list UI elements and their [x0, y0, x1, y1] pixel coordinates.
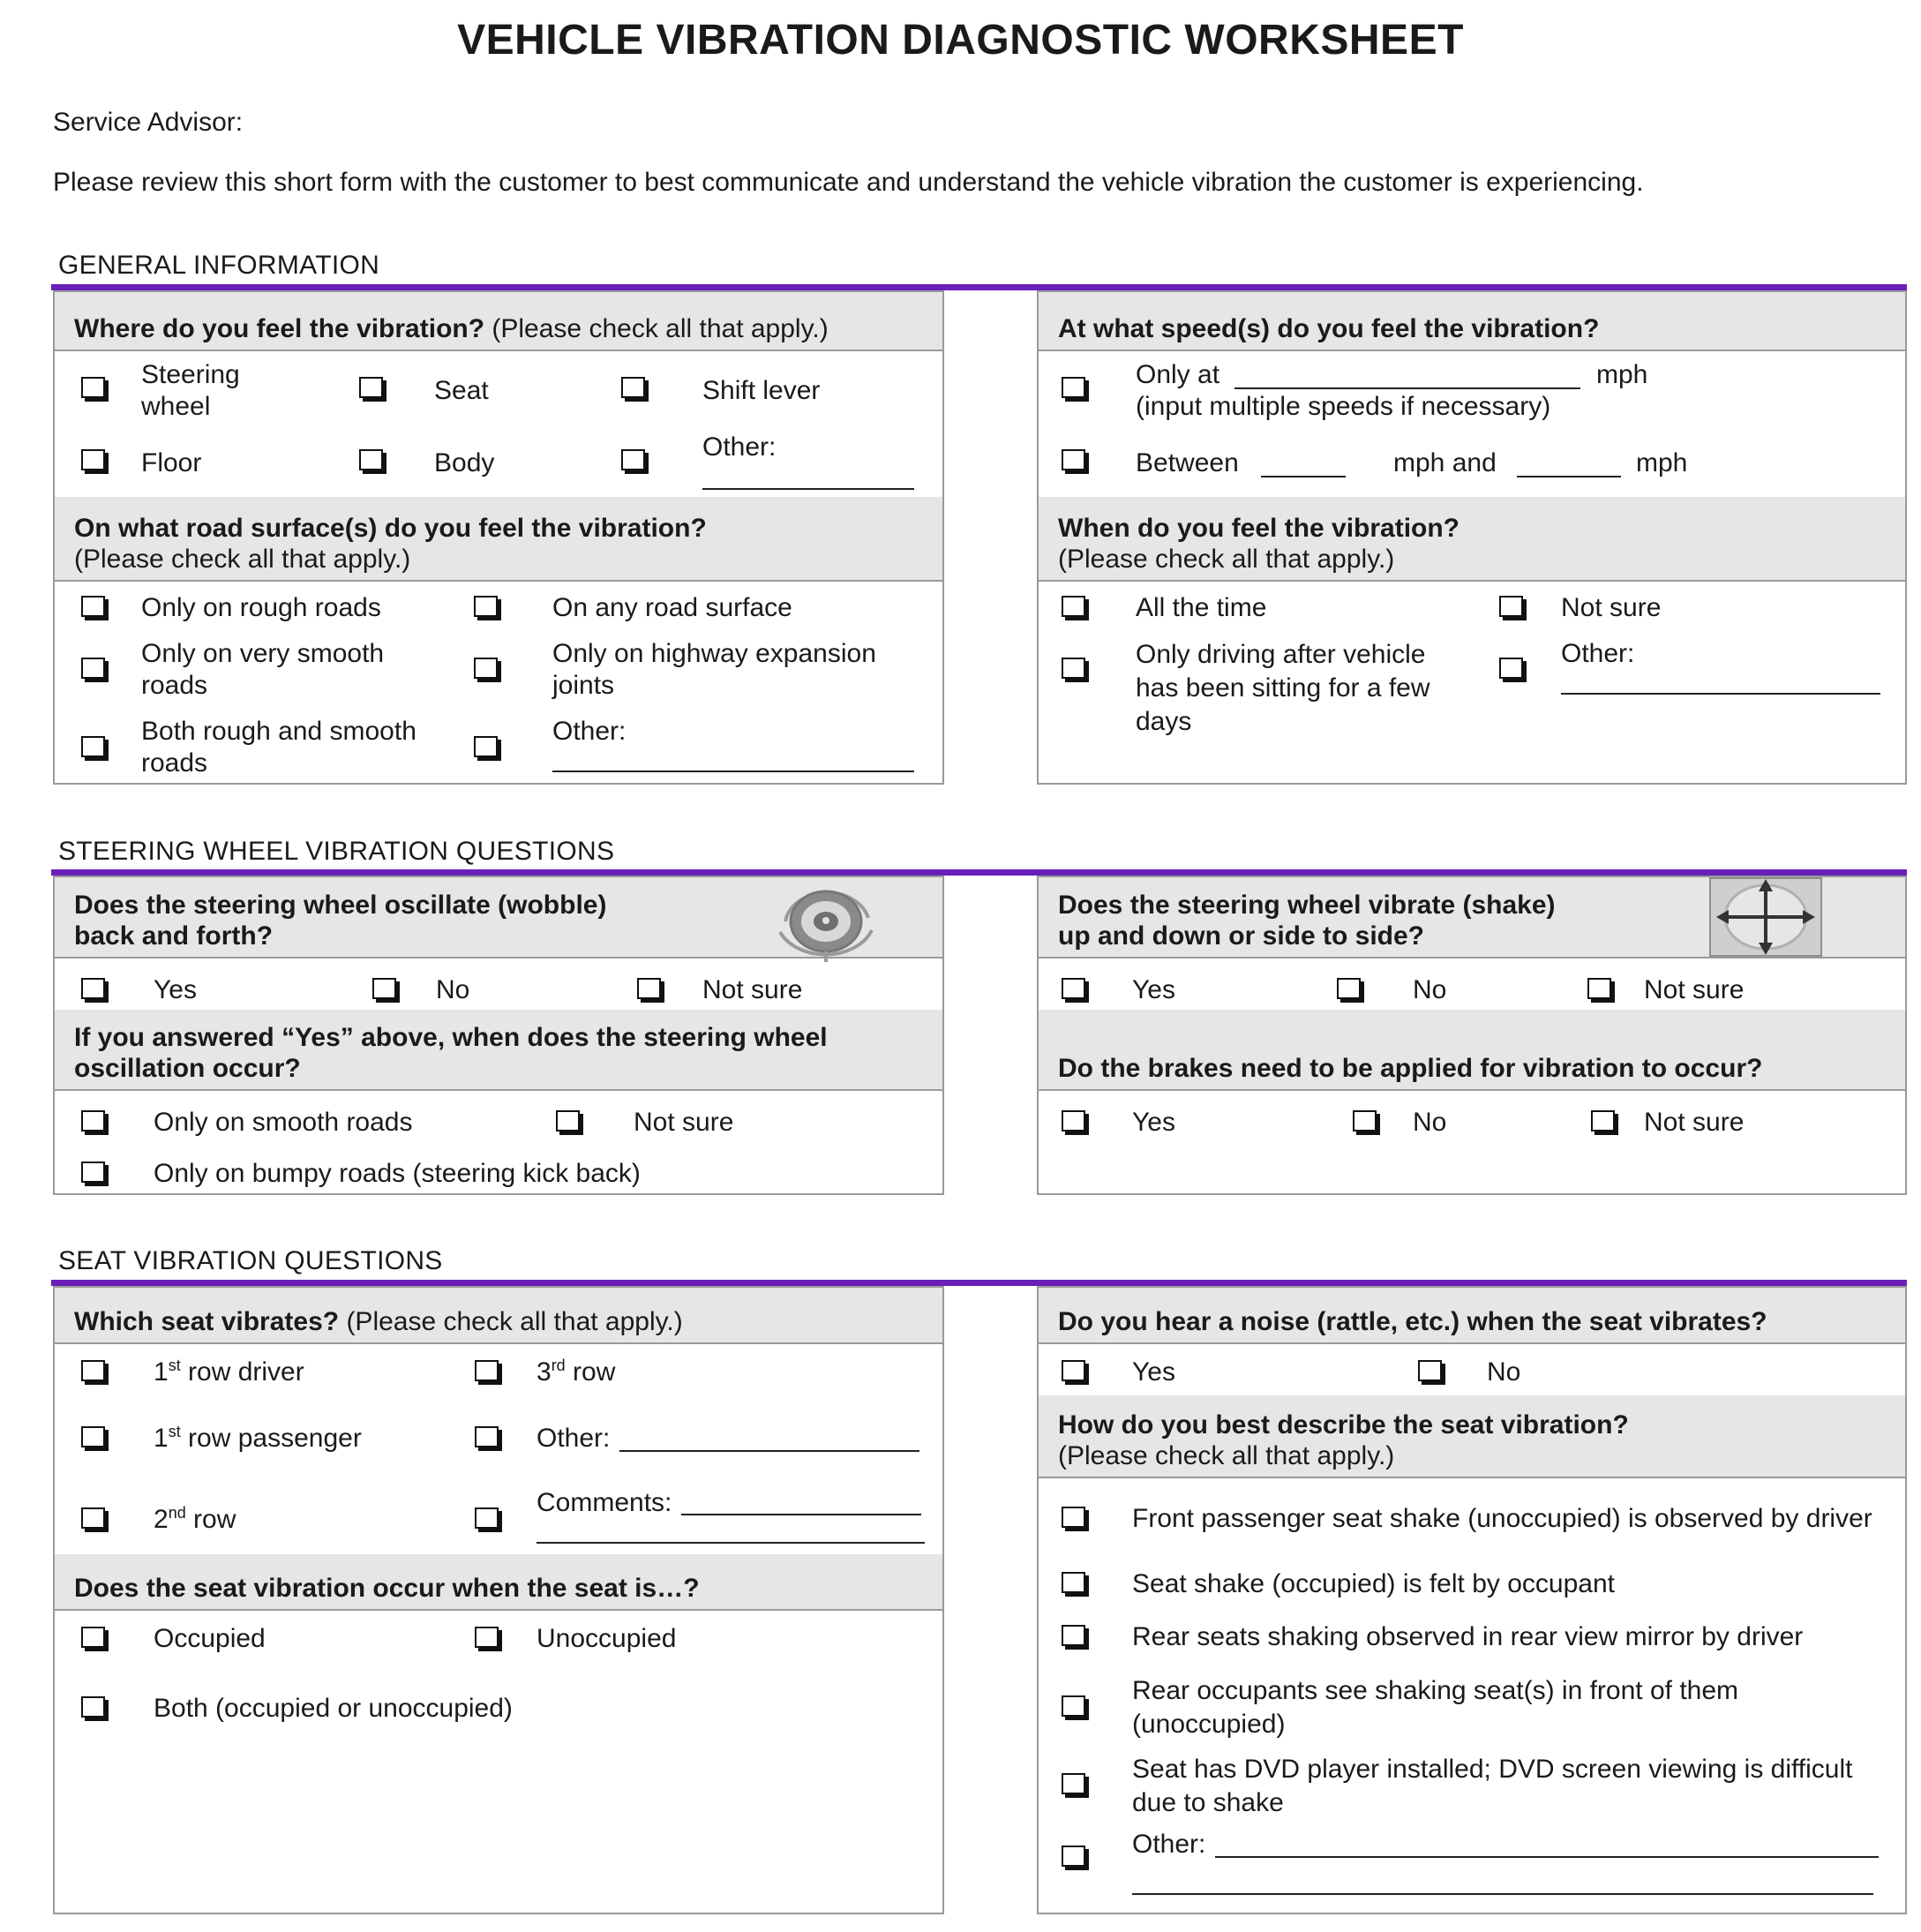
- noise-no-checkbox[interactable]: [1418, 1360, 1442, 1381]
- shake-question: Does the steering wheel vibrate (shake) up and down or side to side?: [1058, 891, 1556, 951]
- brakes-yes-checkbox[interactable]: [1062, 1110, 1085, 1131]
- surface-both-checkbox[interactable]: [81, 736, 105, 757]
- osc-not-sure-label: Not sure: [634, 1108, 734, 1137]
- seat-row1-passenger-label: 1st row passenger: [154, 1423, 362, 1453]
- brakes-not-sure-checkbox[interactable]: [1591, 1110, 1615, 1131]
- wobble-no-checkbox[interactable]: [372, 978, 396, 999]
- describe-rear-mirror-label: Rear seats shaking observed in rear view mirror by driver: [1132, 1622, 1804, 1651]
- where-seat-checkbox[interactable]: [359, 377, 383, 398]
- oscillation-question: If you answered “Yes” above, when does the steering wheel oscillation occur?: [74, 1023, 828, 1083]
- when-all-time-checkbox[interactable]: [1062, 596, 1085, 617]
- noise-yes-checkbox[interactable]: [1062, 1360, 1085, 1381]
- describe-rear-occupants-label: Rear occupants see shaking seat(s) in front of them (unoccupied): [1132, 1676, 1739, 1739]
- seat-row3-checkbox[interactable]: [475, 1360, 499, 1381]
- noise-question: Do you hear a noise (rattle, etc.) when the seat vibrates?: [1058, 1307, 1767, 1336]
- noise-question-band: [1039, 1288, 1905, 1344]
- seat-comments-line-2[interactable]: [537, 1542, 925, 1544]
- seat-comments-checkbox[interactable]: [475, 1507, 499, 1529]
- describe-dvd-label: Seat has DVD player installed; DVD screen viewing is difficult due to shake: [1132, 1755, 1853, 1817]
- where-body-checkbox[interactable]: [359, 449, 383, 470]
- describe-front-passenger-label: Front passenger seat shake (unoccupied) is observed by driver: [1132, 1504, 1872, 1533]
- speed-only-at-checkbox[interactable]: [1062, 377, 1085, 398]
- speed-multiple-note: (input multiple speeds if necessary): [1136, 392, 1551, 421]
- steering-wobble-panel: [53, 876, 944, 1195]
- speed-only-at-line[interactable]: [1234, 387, 1580, 389]
- brakes-question: Do the brakes need to be applied for vibration to occur?: [1058, 1054, 1763, 1083]
- describe-other-checkbox[interactable]: [1062, 1846, 1085, 1867]
- surface-question: On what road surface(s) do you feel the vibration? (Please check all that apply.): [74, 514, 707, 574]
- surface-other-label: Other:: [552, 717, 627, 746]
- noise-no-label: No: [1487, 1357, 1521, 1387]
- seat-comments-label: Comments:: [537, 1488, 672, 1517]
- surface-question-band: [55, 497, 942, 582]
- shake-not-sure-label: Not sure: [1644, 975, 1745, 1004]
- surface-both-label: Both rough and smooth roads: [141, 717, 416, 778]
- where-body-label: Body: [434, 448, 495, 477]
- when-sitting-checkbox[interactable]: [1062, 658, 1085, 679]
- osc-bumpy-checkbox[interactable]: [81, 1161, 105, 1183]
- seat-other-checkbox[interactable]: [475, 1426, 499, 1447]
- speed-between-checkbox[interactable]: [1062, 449, 1085, 470]
- surface-smooth-checkbox[interactable]: [81, 658, 105, 679]
- where-question-band: [55, 292, 942, 351]
- steering-section-title: STEERING WHEEL VIBRATION QUESTIONS: [58, 837, 615, 866]
- speed-only-at-label: Only at: [1136, 360, 1220, 389]
- brakes-no-label: No: [1413, 1108, 1447, 1137]
- intro-text: Please review this short form with the customer to best communicate and understand the vehicle vibration the customer is experiencing.: [53, 168, 1644, 197]
- where-steering-checkbox[interactable]: [81, 377, 105, 398]
- speed-only-at-mph: mph: [1596, 360, 1648, 389]
- osc-smooth-checkbox[interactable]: [81, 1110, 105, 1131]
- occupied-question-band: [55, 1554, 942, 1611]
- seat-row1-driver-label: 1st row driver: [154, 1357, 304, 1387]
- steering-wheel-shake-icon: [1709, 877, 1822, 957]
- brakes-no-checkbox[interactable]: [1353, 1110, 1377, 1131]
- speed-between-low-line[interactable]: [1261, 476, 1346, 477]
- where-shift-checkbox[interactable]: [621, 377, 645, 398]
- when-all-time-label: All the time: [1136, 593, 1267, 622]
- wobble-yes-checkbox[interactable]: [81, 978, 105, 999]
- service-advisor-label: Service Advisor:: [53, 108, 244, 137]
- general-rule: [51, 284, 1907, 290]
- surface-any-label: On any road surface: [552, 593, 792, 622]
- surface-smooth-label: Only on very smooth roads: [141, 639, 385, 700]
- shake-no-checkbox[interactable]: [1337, 978, 1361, 999]
- seat-row3-label: 3rd row: [537, 1357, 616, 1387]
- describe-occupied-checkbox[interactable]: [1062, 1572, 1085, 1593]
- seat-other-line[interactable]: [619, 1450, 919, 1452]
- seat-other-label: Other:: [537, 1424, 611, 1453]
- osc-not-sure-checkbox[interactable]: [556, 1110, 580, 1131]
- describe-front-passenger-checkbox[interactable]: [1062, 1507, 1085, 1528]
- speed-between-high-line[interactable]: [1517, 476, 1621, 477]
- where-other-label: Other:: [702, 432, 777, 462]
- seat-row2-label: 2nd row: [154, 1504, 236, 1534]
- shake-yes-label: Yes: [1132, 975, 1175, 1004]
- noise-yes-label: Yes: [1132, 1357, 1175, 1387]
- where-question: Where do you feel the vibration? (Please check all that apply.): [74, 314, 829, 343]
- occupied-label: Occupied: [154, 1624, 266, 1653]
- osc-smooth-label: Only on smooth roads: [154, 1108, 413, 1137]
- oscillation-question-band: [55, 1010, 942, 1091]
- steering-rule: [51, 869, 1907, 876]
- steering-shake-panel: [1037, 876, 1907, 1195]
- brakes-question-band: [1039, 1010, 1905, 1091]
- surface-highway-checkbox[interactable]: [474, 658, 498, 679]
- shake-no-label: No: [1413, 975, 1447, 1004]
- where-shift-label: Shift lever: [702, 376, 821, 405]
- when-sitting-label: Only driving after vehicle has been sitting for a few days: [1136, 640, 1430, 736]
- speed-question-band: [1039, 292, 1905, 351]
- seat-section-title: SEAT VIBRATION QUESTIONS: [58, 1246, 443, 1275]
- general-section-title: GENERAL INFORMATION: [58, 251, 380, 280]
- describe-other-line-2[interactable]: [1132, 1893, 1873, 1895]
- describe-other-line-1[interactable]: [1215, 1856, 1879, 1858]
- shake-not-sure-checkbox[interactable]: [1587, 978, 1611, 999]
- where-other-line[interactable]: [702, 488, 914, 490]
- surface-any-checkbox[interactable]: [474, 596, 498, 617]
- describe-other-label: Other:: [1132, 1830, 1206, 1859]
- brakes-yes-label: Yes: [1132, 1108, 1175, 1137]
- surface-other-checkbox[interactable]: [474, 736, 498, 757]
- describe-occupied-label: Seat shake (occupied) is felt by occupant: [1132, 1569, 1615, 1598]
- where-steering-label: Steering wheel: [141, 360, 240, 421]
- surface-rough-checkbox[interactable]: [81, 596, 105, 617]
- speed-between-mph: mph: [1636, 448, 1688, 477]
- speed-when-panel: [1037, 290, 1907, 785]
- describe-question: How do you best describe the seat vibration? (Please check all that apply.): [1058, 1410, 1629, 1470]
- occupied-question: Does the seat vibration occur when the seat is…?: [74, 1574, 700, 1603]
- seat-noise-panel: [1037, 1286, 1907, 1914]
- occupied-checkbox[interactable]: [81, 1627, 105, 1648]
- where-floor-checkbox[interactable]: [81, 449, 105, 470]
- shake-yes-checkbox[interactable]: [1062, 978, 1085, 999]
- describe-question-band: [1039, 1395, 1905, 1478]
- seat-row2-checkbox[interactable]: [81, 1507, 105, 1529]
- when-other-line[interactable]: [1561, 693, 1880, 695]
- when-not-sure-label: Not sure: [1561, 593, 1662, 622]
- which-seat-question: Which seat vibrates? (Please check all that apply.): [74, 1307, 683, 1336]
- where-other-checkbox[interactable]: [621, 449, 645, 470]
- when-other-label: Other:: [1561, 639, 1635, 668]
- steering-wheel-wobble-icon: [768, 879, 886, 964]
- describe-rear-mirror-checkbox[interactable]: [1062, 1625, 1085, 1646]
- where-surface-panel: [53, 290, 944, 785]
- wobble-no-label: No: [436, 975, 470, 1004]
- speed-mph-and: mph and: [1393, 448, 1497, 477]
- seat-row1-passenger-checkbox[interactable]: [81, 1426, 105, 1447]
- surface-other-line[interactable]: [552, 771, 914, 772]
- wobble-not-sure-checkbox[interactable]: [637, 978, 661, 999]
- when-question: When do you feel the vibration? (Please check all that apply.): [1058, 514, 1460, 574]
- speed-between-label: Between: [1136, 448, 1239, 477]
- page-title: VEHICLE VIBRATION DIAGNOSTIC WORKSHEET: [457, 17, 1464, 64]
- when-not-sure-checkbox[interactable]: [1499, 596, 1523, 617]
- speed-question: At what speed(s) do you feel the vibration?: [1058, 314, 1600, 343]
- describe-rear-occupants-checkbox[interactable]: [1062, 1695, 1085, 1717]
- unoccupied-checkbox[interactable]: [475, 1627, 499, 1648]
- osc-bumpy-label: Only on bumpy roads (steering kick back): [154, 1159, 641, 1188]
- seat-comments-line-1[interactable]: [681, 1514, 921, 1515]
- seat-row1-driver-checkbox[interactable]: [81, 1360, 105, 1381]
- brakes-not-sure-label: Not sure: [1644, 1108, 1745, 1137]
- where-floor-label: Floor: [141, 448, 202, 477]
- seat-rule: [51, 1280, 1907, 1286]
- when-other-checkbox[interactable]: [1499, 658, 1523, 679]
- where-seat-label: Seat: [434, 376, 489, 405]
- both-occupied-checkbox[interactable]: [81, 1696, 105, 1718]
- when-question-band: [1039, 497, 1905, 582]
- unoccupied-label: Unoccupied: [537, 1624, 677, 1653]
- which-seat-band: [55, 1288, 942, 1344]
- surface-rough-label: Only on rough roads: [141, 593, 381, 622]
- wobble-not-sure-label: Not sure: [702, 975, 803, 1004]
- surface-highway-label: Only on highway expansion joints: [552, 639, 876, 700]
- describe-dvd-checkbox[interactable]: [1062, 1773, 1085, 1794]
- wobble-question: Does the steering wheel oscillate (wobble) back and forth?: [74, 891, 607, 951]
- both-occupied-label: Both (occupied or unoccupied): [154, 1694, 513, 1723]
- wobble-yes-label: Yes: [154, 975, 197, 1004]
- seat-which-panel: [53, 1286, 944, 1914]
